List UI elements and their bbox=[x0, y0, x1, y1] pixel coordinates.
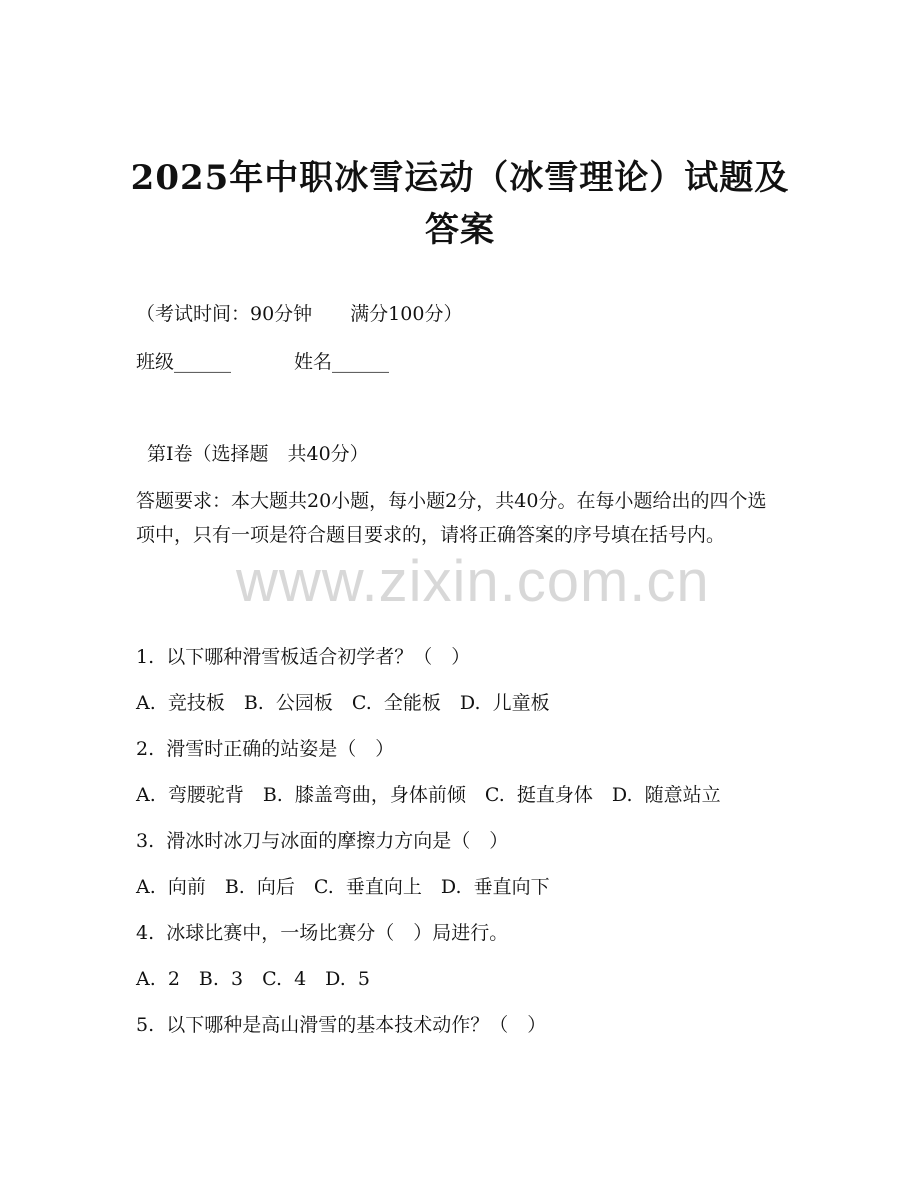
question-4-options: A. 2 B. 3 C. 4 D. 5 bbox=[136, 968, 370, 990]
question-1: 1. 以下哪种滑雪板适合初学者？（ ） bbox=[136, 646, 471, 668]
question-3: 3. 滑冰时冰刀与冰面的摩擦力方向是（ ） bbox=[136, 830, 509, 852]
question-1-options: A. 竞技板 B. 公园板 C. 全能板 D. 儿童板 bbox=[136, 692, 550, 714]
class-field: 班级______ bbox=[136, 351, 232, 373]
section-title: 第I卷（选择题 共40分） bbox=[147, 443, 369, 465]
question-2-options: A. 弯腰驼背 B. 膝盖弯曲，身体前倾 C. 挺直身体 D. 随意站立 bbox=[136, 784, 721, 806]
question-3-options: A. 向前 B. 向后 C. 垂直向上 D. 垂直向下 bbox=[136, 876, 550, 898]
instructions: 答题要求：本大题共20小题，每小题2分，共40分。在每小题给出的四个选项中，只有一项是符合题目要求的，请将正确答案的序号填在括号内。 bbox=[136, 490, 767, 546]
watermark: www.zixin.com.cn bbox=[236, 549, 710, 614]
name-field: 姓名______ bbox=[294, 351, 390, 373]
question-5: 5. 以下哪种是高山滑雪的基本技术动作？（ ） bbox=[136, 1014, 547, 1036]
question-4: 4. 冰球比赛中，一场比赛分（ ）局进行。 bbox=[136, 922, 509, 944]
exam-info: （考试时间：90分钟 满分100分） bbox=[136, 303, 463, 325]
page-title: 2025年中职冰雪运动（冰雪理论）试题及答案 bbox=[130, 158, 790, 250]
question-2: 2. 滑雪时正确的站姿是（ ） bbox=[136, 738, 395, 760]
